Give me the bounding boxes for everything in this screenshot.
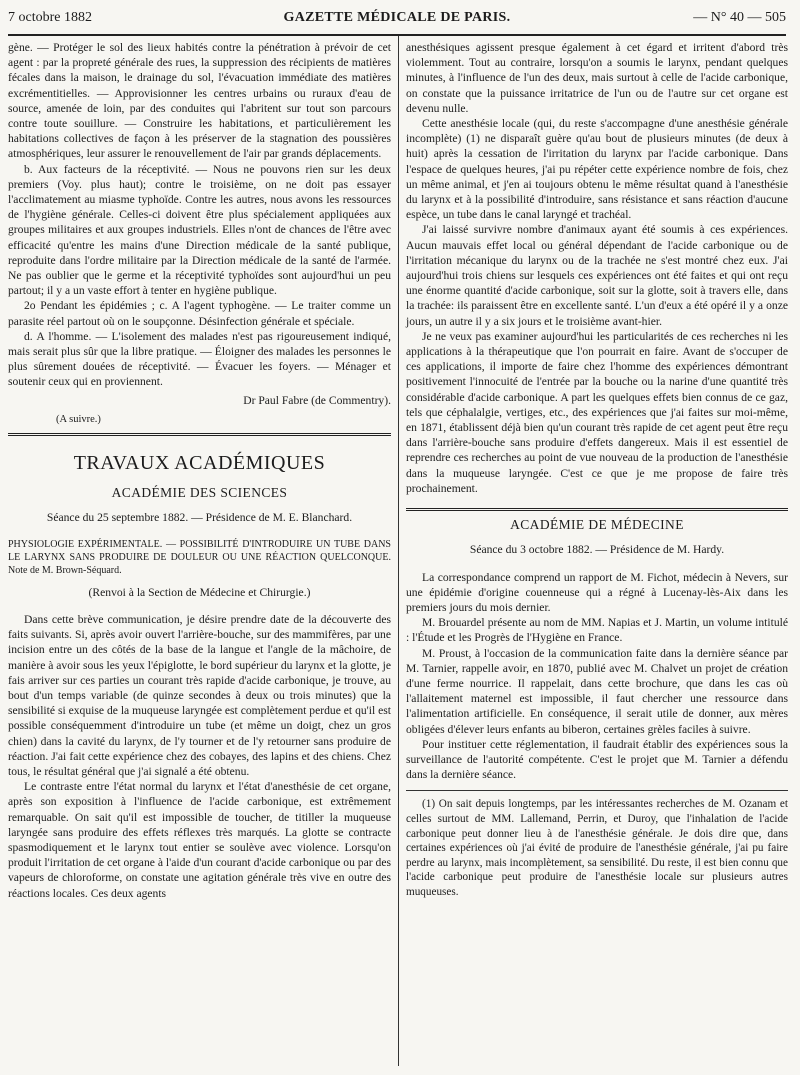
- article-topic: PHYSIOLOGIE EXPÉRIMENTALE. — POSSIBILITÉ D'INTRODUIRE UN TUBE DANS LE LARYNX SANS PRODUIRE DE DOULEUR OU UNE RÉACTION QUELCONQUE. Note de M. Brown-Séquard.: [8, 538, 391, 576]
- paragraph: M. Brouardel présente au nom de MM. Napias et J. Martin, un volume intitulé : l'Étude et les Progrès de l'Hygiène en France.: [406, 616, 788, 645]
- left-column: [8, 40, 391, 901]
- paragraph: J'ai laissé survivre nombre d'animaux ayant été soumis à ces expériences. Aucun mauvais effet local ou général dépendant de l'acide carbonique ou de l'irritation mécanique du larynx ou de la trachée ne s'est montré chez eux. J'ai aujourd'hui trois chiens sur lesquels ces expériences ont été faites et qui ont reçu une énorme quantité d'acide carbonique, soit sur la glotte, soit à travers elle, dans la trachée: ils paraissent être en excellente santé. L'un d'eux a été opéré il y a onze jours, un autre il y a six jours et le troisième avant-hier.: [406, 223, 788, 328]
- paragraph: Pour instituer cette réglementation, il faudrait établir des expériences sous la surveillance de l'autorité compétente. C'est le projet que M. Tarnier a défendu dans la dernière séance.: [406, 737, 788, 782]
- header-rule: [8, 34, 786, 36]
- journal-title: GAZETTE MÉDICALE DE PARIS.: [283, 10, 511, 25]
- paragraph: La correspondance comprend un rapport de M. Fichot, médecin à Nevers, sur une épidémie d'origine couenneuse qui a régné à Lucenay-lès-Aix dans les premiers jours du mois dernier.: [406, 570, 788, 614]
- author-signature: Dr Paul Fabre (de Commentry).: [243, 393, 391, 407]
- paragraph: Le contraste entre l'état normal du larynx et l'état d'anesthésie de cet organe, après son exposition à l'influence de l'acide carbonique, est extrêmement remarquable. On sait qu'il est impossible de toucher, de titiller la muqueuse laryngée sans produire des effets réflexes très marqués. La glotte se contracte spasmodiquement et le larynx tout entier se soulève avec violence. Lorsqu'on produit l'irritation de cet organe à l'aide d'un courant d'acide carbonique ou par des vapeurs de chloroforme, on constate une agitation générale très vive en outre des réactions locales. Ces deux agents: [8, 780, 391, 900]
- footnote-rule: [406, 790, 788, 791]
- issue-date: 7 octobre 1882: [8, 10, 92, 25]
- section-rule: [8, 433, 391, 436]
- right-column: [406, 40, 788, 900]
- footnote: (1) On sait depuis longtemps, par les intéressantes recherches de M. Ozanam et celles surtout de MM. Lallemand, Perrin, et Duroy, que l'inhalation de l'acide carbonique peut donner lieu à de l'anesthésie générale. Je dois dire que, dans certaines expériences où j'ai évité de produire de l'anesthésie générale, j'ai pu faire perdre au larynx, mais incomplètement, sa sensibilité. Du reste, il est bien connu que l'acide carbonique peut produire de l'anesthésie locale sur plusieurs autres muqueuses.: [406, 798, 788, 898]
- paragraph: Dans cette brève communication, je désire prendre date de la découverte des faits suivants. Si, après avoir ouvert l'arrière-bouche, sur des mammifères, par une incision entre un des côtés de la base de la langue et l'angle de la mâchoire, de manière à avoir sous les yeux l'épiglotte, le bord supérieur du larynx et la glotte, je fais arriver sur ces parties un courant très rapide d'acide carbonique, je trouve, au bout d'un temps variable (de quinze secondes à deux ou trois minutes) que la sensibilité si exquise de la muqueuse laryngée est complètement perdue et qu'il est possible conséquemment d'introduire un tube (et même un doigt, chez un gros chien) dans la cavité du larynx, de l'y tourner et de l'y retourner sans produire de réaction. J'ai fait cette expérience chez des cobayes, des lapins et des chiens. Chez tous, le résultat général que j'ai signalé a été obtenu.: [8, 612, 391, 778]
- academy-heading: ACADÉMIE DES SCIENCES: [111, 485, 288, 501]
- paragraph: anesthésiques agissent presque également à cet égard et irritent d'abord très violemment. Tout au contraire, lorsqu'on a soumis le larynx, pendant quelques minutes, à l'influence de l'un des deux, mais surtout à celle de l'acide carbonique, on constate que la puissance irritatrice de l'un ou de l'autre sur cet organe est devenu nulle.: [406, 41, 788, 115]
- issue-number: — N° 40 — 505: [693, 10, 786, 25]
- session-line: Séance du 25 septembre 1882. — Présidence de M. E. Blanchard.: [46, 511, 353, 525]
- column-divider: [398, 36, 399, 1066]
- paragraph: Cette anesthésie locale (qui, du reste s'accompagne d'une anesthésie générale incomplète) (1) ne disparaît guère qu'au bout de plusieurs minutes (de deux à huit) après la cessation de l'irritation du larynx par l'acide carbonique. Dans l'espace de quelques heures, j'ai pu répéter cette expérience nombre de fois, chez un même animal, et j'en ai toujours obtenu le même résultat quand à l'anesthésie du larynx et à la possibilité d'introduire, sans résistance et sans réaction d'aucune espèce, un tube dans le canal laryngé et trachéal.: [406, 117, 788, 222]
- section-title: TRAVAUX ACADÉMIQUES: [73, 452, 326, 475]
- session-line: Séance du 3 octobre 1882. — Présidence de M. Hardy.: [469, 543, 725, 557]
- paragraph: Je ne veux pas examiner aujourd'hui les particularités de ces recherches ni les applications à la thérapeutique que l'on pourrait en faire. Avant de s'occuper de ces applications, il importe de faire chez l'homme des expériences démontrant positivement l'innocuité de l'entrée par la bouche ou la narine d'une quantité très considérable d'acide carbonique. A part les quelques effets bien connus de ce gaz, tels que céphalalgie, vertiges, etc., des expériences que j'ai faites sur moi-même, en 1871, établissent déjà bien qu'un courant très rapide de cet agent peut être reçu dans l'arrière-bouche sans produire d'effets dangereux. Mais il est essentiel de reprendre ces recherches au point de vue nouveau de la production de l'anesthésie dans la muqueuse laryngée. C'est ce que je me propose de faire très prochainement.: [406, 329, 788, 495]
- paragraph: M. Proust, à l'occasion de la communication faite dans la dernière séance par M. Tarnier, rappelle avoir, en 1870, publié avec M. Chalvet un projet de création d'une ferme nourrice. Il rappelait, dans cette brochure, que dans les cas où l'allaitement maternel est impossible, il faut chercher une ressource dans l'alimentation artificielle. En conséquence, il serait utile de donner, aux mères obligées d'élever leurs enfants au biberon, certaines grèles faciles à suivre.: [406, 646, 788, 736]
- to-be-continued: (A suivre.): [56, 413, 101, 425]
- paragraph: b. Aux facteurs de la réceptivité. — Nous ne pouvons rien sur les deux premiers (Voy. plus haut); contre le troisième, on ne doit pas essayer l'acclimatement au miasme typhoïde. Contre les autres, nous avons les ressources de l'hygiène générale. Celles-ci doivent être plus spécialement appliquées aux groupes militaires et aux groupes industriels. Elles n'ont de chances de l'être avec efficacité qu'entre les mains d'une Direction médicale de la santé publique, reproduite dans l'ordre militaire par la Direction médicale de la santé de l'armée. Ne pas oublier que le germe et la réceptivité typhoïdes sont aujourd'hui un peu partout; il y a un vaste effort à tenter en hygiène publique.: [8, 162, 391, 298]
- paragraph: d. A l'homme. — L'isolement des malades n'est pas rigoureusement indiqué, mais serait plus sûr que la libre pratique. — Éloigner des malades les personnes le plus sûrement douées de réceptivité. — Évacuer les foyers. — Ménager et soutenir ceux qui en proviennent.: [8, 329, 391, 389]
- section-rule: [406, 508, 788, 511]
- referral-note: (Renvoi à la Section de Médecine et Chirurgie.): [88, 585, 311, 599]
- page-header: [8, 10, 786, 34]
- paragraph: 2o Pendant les épidémies ; c. A l'agent typhogène. — Le traiter comme un parasite réel partout où on le soupçonne. Désinfection générale et spéciale.: [8, 299, 391, 328]
- paragraph: gène. — Protéger le sol des lieux habités contre la pénétration à prévoir de cet agent : par la propreté générale des rues, la suppression des récipients de matières fécales dans la maison, le drainage du sol, l'évacuation immédiate des matières excrémentitielles. — Approvisionner les centres urbains ou ruraux d'eau de source, amenée de loin, par des conduites qui l'abritent sur tout son parcours contre toute souillure. — Construire les habitations, et particulièrement les habitations collectives de façon à les préserver de la stagnation des poussières atmosphériques, leur assurer le renouvellement de l'air par grands déplacements.: [8, 41, 391, 161]
- academy-heading: ACADÉMIE DE MÉDECINE: [510, 517, 684, 533]
